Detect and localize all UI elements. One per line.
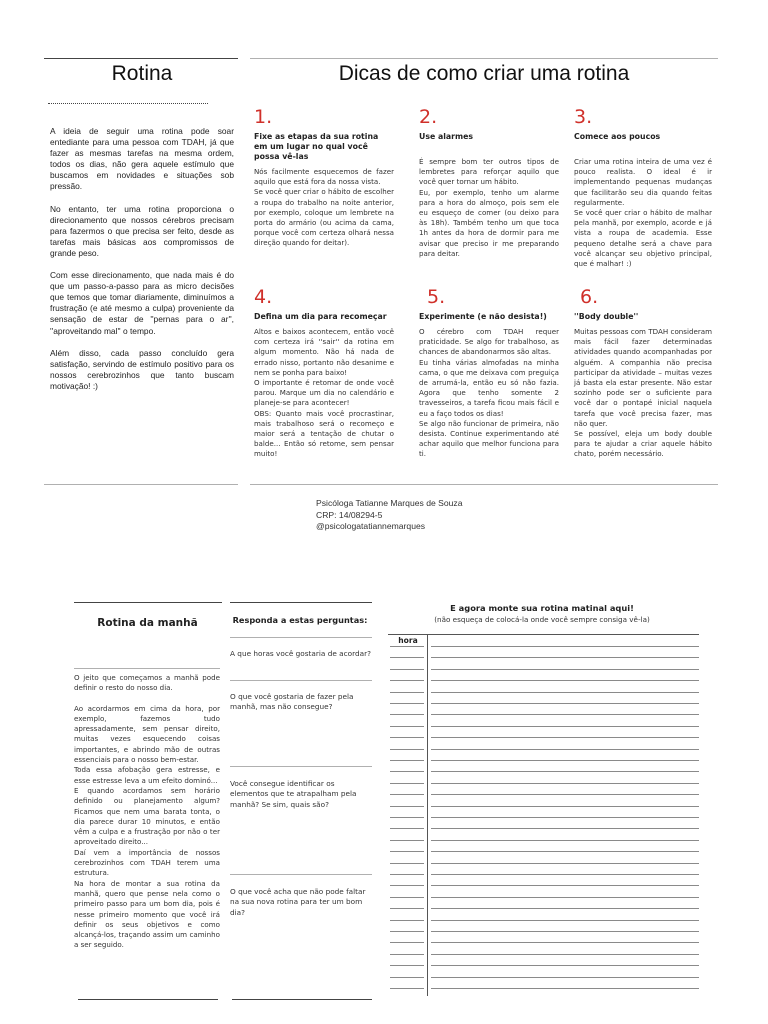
question-rule: [230, 766, 372, 767]
mid-rule-left: [44, 484, 238, 485]
schedule-hour-cell[interactable]: [390, 806, 424, 807]
manha-title-rule: [74, 668, 220, 669]
schedule-hour-cell[interactable]: [390, 749, 424, 750]
monte-subtitle: (não esqueça de colocá-la onde você sempre consiga vê-la): [434, 615, 650, 624]
question-rule: [230, 680, 372, 681]
schedule-activity-cell[interactable]: [431, 874, 699, 875]
schedule-hour-cell[interactable]: [390, 897, 424, 898]
tip-number: 4.: [254, 286, 273, 308]
tip-number: 5.: [427, 286, 446, 308]
manha-title: Rotina da manhã: [97, 617, 198, 629]
tip-heading: Defina um dia para recomeçar: [254, 312, 387, 321]
questions-bottom-rule: [232, 999, 372, 1000]
schedule-activity-cell[interactable]: [431, 692, 699, 693]
page-title-dicas: Dicas de como criar uma rotina: [338, 62, 630, 85]
schedule-hour-cell[interactable]: [390, 657, 424, 658]
schedule-hour-cell[interactable]: [390, 942, 424, 943]
manha-text: [74, 673, 220, 951]
manha-paragraph: O jeito que começamos a manhã pode definir o resto do nosso dia.: [74, 673, 220, 693]
tip-body: [254, 167, 394, 249]
schedule-activity-cell[interactable]: [431, 817, 699, 818]
schedule-activity-cell[interactable]: [431, 703, 699, 704]
schedule-activity-cell[interactable]: [431, 954, 699, 955]
tip-body: [419, 327, 559, 460]
tip-body-line: Eu, por exemplo, tenho um alarme para a hora do almoço, pois sem ele eu esqueço de comer (ou deixo para às 18h). Também tenho um que toca 1h antes da hora de dormir para me avisar que preciso ir me preparando para deitar.: [419, 187, 559, 258]
schedule-activity-cell[interactable]: [431, 988, 699, 989]
questions-top-rule: [230, 602, 372, 603]
tip-heading: Fixe as etapas da sua rotina em um lugar no qual você possa vê-las: [254, 132, 379, 161]
tip-body-line: Eu tinha várias almofadas na minha cama, o que me deixava com preguiça de arrumá-la, então eu só não fazia. Agora que tenho somente 2 travesseiros, a tarefa ficou mais fácil e eu a faço todos os dias!: [419, 357, 559, 418]
schedule-activity-cell[interactable]: [431, 794, 699, 795]
questions-title: Responda a estas perguntas:: [232, 615, 368, 625]
schedule-activity-cell[interactable]: [431, 840, 699, 841]
tip-body-line: Se você quer criar o hábito de escolher a roupa do trabalho na noite anterior, por exemplo, coloque um lembrete na porta do armário (ou acima da cama, porque você com certeza olhará nessa direção quando for deitar).: [254, 187, 394, 248]
manha-top-rule: [74, 602, 222, 603]
signature-block: [250, 498, 570, 533]
intro-text: [50, 126, 234, 403]
schedule-hour-cell[interactable]: [390, 863, 424, 864]
dotted-divider: [48, 103, 208, 104]
question-4: O que você acha que não pode faltar na sua nova rotina para ter um bom dia?: [230, 887, 366, 917]
schedule-hour-cell[interactable]: [390, 851, 424, 852]
tip-number: 2.: [419, 106, 438, 128]
intro-paragraph: A ideia de seguir uma rotina pode soar entediante para uma pessoa com TDAH, já que fazer as mesmas tarefas na mesma ordem, todos os dias, não gera aquele estímulo que buscamos em novidades e situações sob pressão.: [50, 126, 234, 192]
schedule-hour-cell[interactable]: [390, 954, 424, 955]
schedule-hour-cell[interactable]: [390, 817, 424, 818]
tip-body-line: Altos e baixos acontecem, então você com certeza irá ''sair'' da rotina em algum momento. Não há nada de errado nisso, portanto não desanime e nem se ponha para baixo!: [254, 327, 394, 377]
top-rule-right: [250, 58, 718, 59]
tip-2: [419, 106, 559, 259]
tip-body-line: Se algo não funcionar de primeira, não desista. Continue experimentando até achar aquilo que melhor funciona para ti.: [419, 418, 559, 459]
schedule-activity-cell[interactable]: [431, 726, 699, 727]
schedule-activity-cell[interactable]: [431, 851, 699, 852]
manha-paragraph: Daí vem a importância de nossos cerebrozinhos com TDAH terem uma estrutura.: [74, 847, 220, 878]
tip-body-line: Se possível, eleja um body double para te ajudar a criar aquele hábito chato, porém necessário.: [574, 429, 712, 459]
schedule-activity-cell[interactable]: [431, 657, 699, 658]
schedule-activity-cell[interactable]: [431, 771, 699, 772]
intro-paragraph: No entanto, ter uma rotina proporciona o direcionamento que nossos cérebros precisam para fazermos o que precisa ser feito, desde as tarefas mais básicas aos compromissos de grande peso.: [50, 203, 234, 258]
schedule-activity-cell[interactable]: [431, 737, 699, 738]
manha-bottom-rule: [78, 999, 218, 1000]
intro-paragraph: Além disso, cada passo concluído gera satisfação, servindo de estímulo positivo para os nossos cerebrozinhos que tanto buscam motivação! :): [50, 347, 234, 391]
schedule-activity-cell[interactable]: [431, 931, 699, 932]
tip-heading: Use alarmes: [419, 132, 474, 141]
tip-body: [254, 327, 394, 460]
page-title-rotina: Rotina: [111, 62, 173, 85]
mid-rule-right: [250, 484, 718, 485]
schedule-activity-cell[interactable]: [431, 806, 699, 807]
schedule-hour-cell[interactable]: [390, 988, 424, 989]
schedule-activity-cell[interactable]: [431, 863, 699, 864]
tip-body-line: Se você quer criar o hábito de malhar pela manhã, por exemplo, acorde e já vista a roupa de academia. Esse pequeno detalhe será a chave para você alcançar seu objetivo principal, que é malhar! :): [574, 208, 712, 269]
schedule-hour-cell[interactable]: [390, 931, 424, 932]
schedule-activity-cell[interactable]: [431, 920, 699, 921]
schedule-hour-cell[interactable]: [390, 840, 424, 841]
schedule-hour-cell[interactable]: [390, 783, 424, 784]
schedule-hour-cell[interactable]: [390, 669, 424, 670]
crp-number: CRP: 14/08294-5: [316, 509, 383, 520]
schedule-hour-cell[interactable]: [390, 680, 424, 681]
schedule-activity-cell[interactable]: [431, 749, 699, 750]
question-1: A que horas você gostaria de acordar?: [230, 649, 371, 658]
schedule-activity-cell[interactable]: [431, 669, 699, 670]
tip-body-line: O cérebro com TDAH requer praticidade. Se algo for trabalhoso, as chances de abandonarmos são altas.: [419, 327, 559, 357]
instagram-handle: @psicologatatiannemarques: [316, 521, 426, 532]
schedule-hour-cell[interactable]: [390, 692, 424, 693]
schedule-activity-cell[interactable]: [431, 897, 699, 898]
question-3: Você consegue identificar os elementos que te atrapalham pela manhã? Se sim, quais são?: [230, 779, 357, 809]
tip-number: 1.: [254, 106, 273, 128]
manha-paragraph: Ao acordarmos em cima da hora, por exemplo, fazemos tudo apressadamente, sem pensar direito, muitas vezes esquecendo coisas importantes, e abrindo mão de outras essenciais para o nosso bem-estar.: [74, 703, 220, 765]
schedule-activity-cell[interactable]: [431, 885, 699, 886]
tip-3: [574, 106, 712, 269]
schedule-hour-cell[interactable]: [390, 977, 424, 978]
schedule-hour-cell[interactable]: [390, 828, 424, 829]
tip-body-line: Muitas pessoas com TDAH consideram mais fácil fazer determinadas atividades quando acompanhadas por alguém. A companhia não precisa participar da atividade – muitas vezes já basta ela estar presente. Não estar sozinho pode ser o suficiente para você dar o pontapé inicial naquela tarefa que você precisa fazer, mas não quer.: [574, 327, 712, 428]
schedule-activity-cell[interactable]: [431, 965, 699, 966]
tip-body-line: É sempre bom ter outros tipos de lembretes para reforçar aquilo que você quer tornar um hábito.: [419, 157, 559, 187]
tip-body: [574, 157, 712, 269]
hora-column-header: hora: [398, 636, 418, 645]
tip-number: 3.: [574, 106, 593, 128]
tip-6: [574, 286, 712, 460]
schedule-hour-cell[interactable]: [390, 965, 424, 966]
schedule-activity-cell[interactable]: [431, 977, 699, 978]
schedule-hour-cell[interactable]: [390, 794, 424, 795]
schedule-hour-cell[interactable]: [390, 760, 424, 761]
schedule-hour-cell[interactable]: [390, 771, 424, 772]
tip-body-line: Criar uma rotina inteira de uma vez é pouco realista. O ideal é ir implementando pequenas mudanças que facilitarão seu dia quando feitas regularmente.: [574, 157, 712, 207]
question-rule: [230, 637, 372, 638]
schedule-hour-cell[interactable]: [390, 714, 424, 715]
author-name: Psicóloga Tatianne Marques de Souza: [316, 498, 463, 508]
schedule-hour-cell[interactable]: [390, 646, 424, 647]
tip-1: [254, 106, 394, 249]
tip-4: [254, 286, 394, 460]
tip-5: [419, 286, 559, 460]
tip-heading: Comece aos poucos: [574, 132, 661, 141]
intro-paragraph: Com esse direcionamento, que nada mais é do que um passo-a-passo para as micro decisões que temos que tomar diariamente, diminuímos a frustração (e até mesmo a culpa) proveniente da sensação de estar de ''pernas para o ar'', ''aproveitando mal'' o tempo.: [50, 270, 234, 336]
tip-heading: ''Body double'': [574, 312, 639, 321]
schedule-hour-cell[interactable]: [390, 920, 424, 921]
manha-paragraph: Toda essa afobação gera estresse, e esse estresse leva a um efeito dominó...: [74, 765, 220, 785]
question-2: O que você gostaria de fazer pela manhã, mas não consegue?: [230, 692, 354, 712]
manha-paragraph: E quando acordamos sem horário definido ou planejamento algum? Ficamos que nem uma barata tonta, o dia parece durar 10 minutos, e então vêm a culpa e a frustração por não o ter aproveitado direito...: [74, 785, 220, 847]
schedule-header-rule: [388, 634, 699, 635]
schedule-activity-cell[interactable]: [431, 908, 699, 909]
schedule-activity-cell[interactable]: [431, 828, 699, 829]
schedule-activity-cell[interactable]: [431, 680, 699, 681]
schedule-hour-cell[interactable]: [390, 737, 424, 738]
schedule-activity-cell[interactable]: [431, 942, 699, 943]
schedule-activity-cell[interactable]: [431, 783, 699, 784]
tip-body-line: O importante é retomar de onde você parou. Marque um dia no calendário e planeje-se para acontecer!: [254, 378, 394, 408]
schedule-hour-cell[interactable]: [390, 885, 424, 886]
tip-body: [419, 157, 559, 259]
schedule-activity-cell[interactable]: [431, 714, 699, 715]
tip-heading: Experimente (e não desista!): [419, 312, 547, 321]
top-rule-left: [44, 58, 238, 59]
monte-title: E agora monte sua rotina matinal aqui!: [450, 603, 634, 613]
hora-column-divider: [427, 634, 428, 996]
schedule-hour-cell[interactable]: [390, 726, 424, 727]
schedule-hour-cell[interactable]: [390, 703, 424, 704]
schedule-hour-cell[interactable]: [390, 874, 424, 875]
schedule-activity-cell[interactable]: [431, 646, 699, 647]
schedule-hour-cell[interactable]: [390, 908, 424, 909]
manha-paragraph: Na hora de montar a sua rotina da manhã, quero que pense nela como o primeiro passo para um bom dia, pois é nesse primeiro momento que você irá definir os seus objetivos e como alcançá-los, traçando assim um caminho a ser seguido.: [74, 878, 220, 950]
question-rule: [230, 874, 372, 875]
tip-body: [574, 327, 712, 460]
tip-body-line: OBS: Quanto mais você procrastinar, mais trabalhoso será o recomeço e maior será a tentação de chutar o balde... Então só retome, sem pensar muito!: [254, 408, 394, 459]
tip-body-line: Nós facilmente esquecemos de fazer aquilo que está fora da nossa vista.: [254, 167, 394, 187]
tip-number: 6.: [580, 286, 599, 308]
schedule-activity-cell[interactable]: [431, 760, 699, 761]
